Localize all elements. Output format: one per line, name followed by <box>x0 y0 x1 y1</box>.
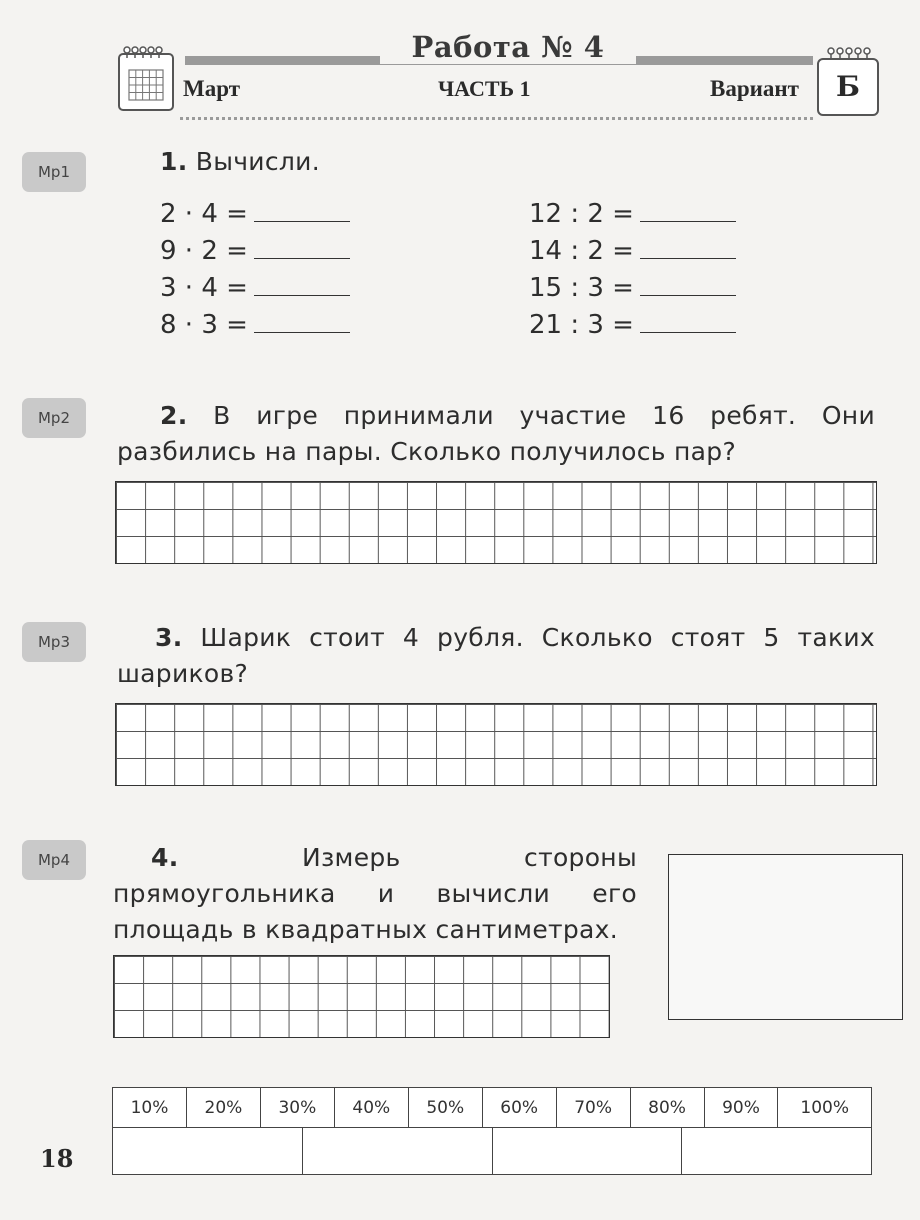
task-tag-1: Мр1 <box>22 152 86 192</box>
answer-blank[interactable] <box>640 234 736 259</box>
expression: 15 : 3 = <box>529 271 736 303</box>
answer-grid-2[interactable] <box>115 481 877 564</box>
percent-cell: 20% <box>186 1088 260 1129</box>
expression: 14 : 2 = <box>529 234 736 266</box>
percent-cell: 80% <box>630 1088 704 1129</box>
page-number: 18 <box>40 1144 74 1173</box>
part-label: ЧАСТЬ 1 <box>438 76 531 101</box>
task-2-heading <box>117 398 875 470</box>
expression: 12 : 2 = <box>529 197 736 229</box>
answer-grid-4[interactable] <box>113 955 610 1038</box>
grade-table <box>112 1127 872 1175</box>
percent-cell: 70% <box>556 1088 630 1129</box>
task-3-number: 3. <box>155 623 183 652</box>
task-tag-2: Мр2 <box>22 398 86 438</box>
expression: 21 : 3 = <box>529 308 736 340</box>
task-3-heading <box>117 620 875 692</box>
percent-cell: 10% <box>113 1088 187 1129</box>
grade-cell[interactable] <box>492 1128 682 1175</box>
grade-cell[interactable] <box>682 1128 872 1175</box>
percent-cell: 60% <box>482 1088 556 1129</box>
task-4-number: 4. <box>151 843 179 872</box>
percent-cell: 30% <box>260 1088 334 1129</box>
answer-grid-3[interactable] <box>115 703 877 786</box>
percent-cell: 50% <box>408 1088 482 1129</box>
task-tag-4: Мр4 <box>22 840 86 880</box>
percent-cell: 100% <box>778 1088 872 1129</box>
answer-blank[interactable] <box>640 271 736 296</box>
expression: 3 · 4 = <box>160 271 350 303</box>
rectangle-to-measure <box>668 854 903 1020</box>
percent-cell: 90% <box>704 1088 778 1129</box>
answer-blank[interactable] <box>254 234 350 259</box>
header-divider <box>180 117 813 120</box>
month-label: Март <box>183 76 240 101</box>
page-title: Работа № 4 <box>380 30 636 64</box>
answer-blank[interactable] <box>254 197 350 222</box>
percent-table <box>112 1087 872 1129</box>
answer-blank[interactable] <box>640 308 736 333</box>
expression: 9 · 2 = <box>160 234 350 266</box>
grade-cell[interactable] <box>113 1128 303 1175</box>
variant-letter: Б <box>817 58 879 116</box>
task-1-text: Вычисли. <box>195 147 320 176</box>
calendar-icon <box>117 44 175 114</box>
answer-blank[interactable] <box>254 308 350 333</box>
task-1-heading <box>160 144 320 180</box>
percent-cell: 40% <box>334 1088 408 1129</box>
task-2-number: 2. <box>160 401 188 430</box>
task-tag-3: Мр3 <box>22 622 86 662</box>
task-4-heading <box>113 840 637 948</box>
expression: 2 · 4 = <box>160 197 350 229</box>
variant-label: Вариант <box>710 76 799 101</box>
task-3-text: Шарик стоит 4 рубля. Сколько стоят 5 таких шариков? <box>117 623 876 688</box>
answer-blank[interactable] <box>640 197 736 222</box>
task-1-number: 1. <box>160 147 188 176</box>
answer-blank[interactable] <box>254 271 350 296</box>
expression: 8 · 3 = <box>160 308 350 340</box>
task-4-text: Измерь стороны прямоугольника и вычисли его площадь в квадратных сантиметрах. <box>113 843 637 944</box>
task-2-text: В игре принимали участие 16 ребят. Они разбились на пары. Сколько получилось пар? <box>117 401 875 466</box>
grade-cell[interactable] <box>302 1128 492 1175</box>
